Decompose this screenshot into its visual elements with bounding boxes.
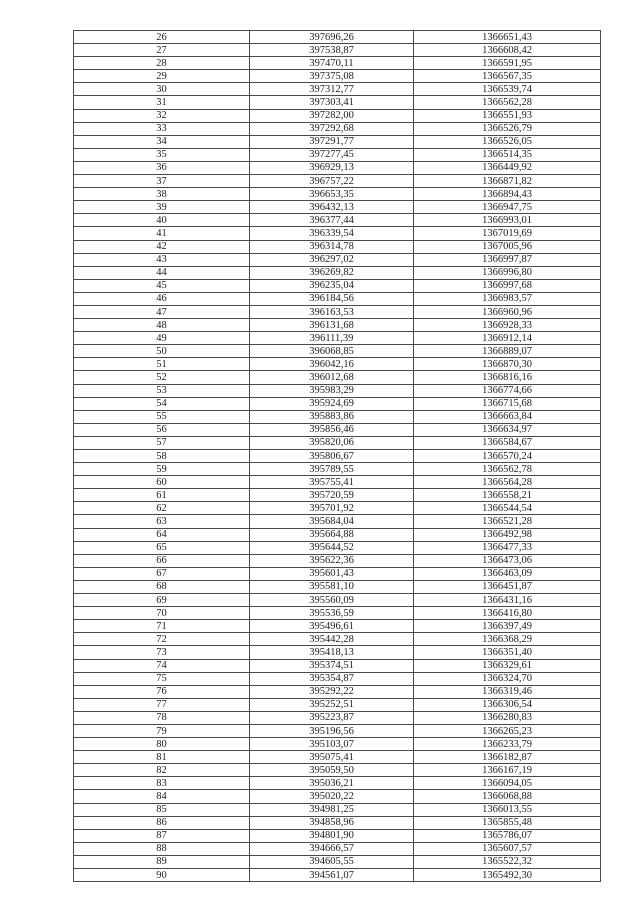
x-coordinate-cell: 397538,87 [250,44,414,57]
point-number-cell: 67 [74,567,250,580]
x-coordinate-cell: 397292,68 [250,122,414,135]
table-row [74,345,601,358]
x-coordinate-cell: 395418,13 [250,646,414,659]
x-coordinate-cell: 396297,02 [250,253,414,266]
table-row [74,502,601,515]
y-coordinate-cell: 1365855,48 [414,816,601,829]
x-coordinate-cell: 397303,41 [250,96,414,109]
y-coordinate-cell: 1366997,68 [414,279,601,292]
table-row [74,869,601,882]
point-number-cell: 31 [74,96,250,109]
table-row [74,724,601,737]
table-row [74,371,601,384]
x-coordinate-cell: 395856,46 [250,423,414,436]
table-row [74,646,601,659]
x-coordinate-cell: 394605,55 [250,855,414,868]
point-number-cell: 72 [74,633,250,646]
x-coordinate-cell: 395496,61 [250,620,414,633]
point-number-cell: 28 [74,57,250,70]
y-coordinate-cell: 1366960,96 [414,305,601,318]
point-number-cell: 90 [74,869,250,882]
y-coordinate-cell: 1366521,28 [414,515,601,528]
table-row [74,161,601,174]
table-row [74,738,601,751]
y-coordinate-cell: 1366567,35 [414,70,601,83]
x-coordinate-cell: 395601,43 [250,567,414,580]
y-coordinate-cell: 1366816,16 [414,371,601,384]
table-row [74,803,601,816]
table-row [74,397,601,410]
point-number-cell: 42 [74,240,250,253]
point-number-cell: 70 [74,607,250,620]
y-coordinate-cell: 1366463,09 [414,567,601,580]
point-number-cell: 52 [74,371,250,384]
y-coordinate-cell: 1365607,57 [414,842,601,855]
point-number-cell: 78 [74,711,250,724]
y-coordinate-cell: 1366233,79 [414,738,601,751]
y-coordinate-cell: 1366983,57 [414,292,601,305]
point-number-cell: 76 [74,685,250,698]
point-number-cell: 89 [74,855,250,868]
y-coordinate-cell: 1366663,84 [414,410,601,423]
point-number-cell: 54 [74,397,250,410]
point-number-cell: 81 [74,751,250,764]
x-coordinate-cell: 395036,21 [250,777,414,790]
y-coordinate-cell: 1366416,80 [414,607,601,620]
y-coordinate-cell: 1366544,54 [414,502,601,515]
table-row [74,227,601,240]
y-coordinate-cell: 1366564,28 [414,476,601,489]
x-coordinate-cell: 396184,56 [250,292,414,305]
point-number-cell: 85 [74,803,250,816]
point-number-cell: 57 [74,436,250,449]
point-number-cell: 80 [74,738,250,751]
x-coordinate-cell: 396757,22 [250,175,414,188]
table-row [74,57,601,70]
y-coordinate-cell: 1366993,01 [414,214,601,227]
x-coordinate-cell: 396339,54 [250,227,414,240]
x-coordinate-cell: 396432,13 [250,201,414,214]
table-row [74,751,601,764]
x-coordinate-cell: 396042,16 [250,358,414,371]
table-row [74,44,601,57]
point-number-cell: 68 [74,580,250,593]
x-coordinate-cell: 397312,77 [250,83,414,96]
point-number-cell: 37 [74,175,250,188]
point-number-cell: 58 [74,450,250,463]
x-coordinate-cell: 395223,87 [250,711,414,724]
y-coordinate-cell: 1366894,43 [414,188,601,201]
y-coordinate-cell: 1366319,46 [414,685,601,698]
x-coordinate-cell: 395442,28 [250,633,414,646]
point-number-cell: 71 [74,620,250,633]
table-row [74,410,601,423]
table-row [74,148,601,161]
y-coordinate-cell: 1366928,33 [414,319,601,332]
point-number-cell: 66 [74,554,250,567]
y-coordinate-cell: 1366608,42 [414,44,601,57]
table-row [74,292,601,305]
point-number-cell: 26 [74,31,250,44]
x-coordinate-cell: 396111,39 [250,332,414,345]
table-row [74,659,601,672]
x-coordinate-cell: 397470,11 [250,57,414,70]
table-row [74,83,601,96]
x-coordinate-cell: 396314,78 [250,240,414,253]
x-coordinate-cell: 397375,08 [250,70,414,83]
y-coordinate-cell: 1367005,96 [414,240,601,253]
x-coordinate-cell: 395883,86 [250,410,414,423]
point-number-cell: 83 [74,777,250,790]
y-coordinate-cell: 1366324,70 [414,672,601,685]
y-coordinate-cell: 1366265,23 [414,724,601,737]
x-coordinate-cell: 395983,29 [250,384,414,397]
x-coordinate-cell: 395374,51 [250,659,414,672]
table-row [74,594,601,607]
point-number-cell: 64 [74,528,250,541]
table-row [74,70,601,83]
x-coordinate-cell: 395664,88 [250,528,414,541]
table-row [74,515,601,528]
table-row [74,332,601,345]
point-number-cell: 45 [74,279,250,292]
y-coordinate-cell: 1366947,75 [414,201,601,214]
table-row [74,698,601,711]
table-row [74,711,601,724]
x-coordinate-cell: 396068,85 [250,345,414,358]
y-coordinate-cell: 1365522,32 [414,855,601,868]
table-row [74,620,601,633]
x-coordinate-cell: 395701,92 [250,502,414,515]
point-number-cell: 60 [74,476,250,489]
table-row [74,580,601,593]
table-row [74,476,601,489]
y-coordinate-cell: 1366329,61 [414,659,601,672]
table-row [74,31,601,44]
x-coordinate-cell: 396929,13 [250,161,414,174]
x-coordinate-cell: 396235,04 [250,279,414,292]
x-coordinate-cell: 395196,56 [250,724,414,737]
table-row [74,436,601,449]
table-row [74,607,601,620]
y-coordinate-cell: 1366562,28 [414,96,601,109]
x-coordinate-cell: 396377,44 [250,214,414,227]
table-row [74,358,601,371]
y-coordinate-cell: 1366551,93 [414,109,601,122]
point-number-cell: 63 [74,515,250,528]
x-coordinate-cell: 396131,68 [250,319,414,332]
y-coordinate-cell: 1366397,49 [414,620,601,633]
x-coordinate-cell: 394666,57 [250,842,414,855]
x-coordinate-cell: 394981,25 [250,803,414,816]
y-coordinate-cell: 1365786,07 [414,829,601,842]
y-coordinate-cell: 1366584,67 [414,436,601,449]
x-coordinate-cell: 395820,06 [250,436,414,449]
point-number-cell: 69 [74,594,250,607]
table-row [74,554,601,567]
y-coordinate-cell: 1366871,82 [414,175,601,188]
point-number-cell: 59 [74,463,250,476]
x-coordinate-cell: 394561,07 [250,869,414,882]
x-coordinate-cell: 395720,59 [250,489,414,502]
point-number-cell: 88 [74,842,250,855]
point-number-cell: 47 [74,305,250,318]
x-coordinate-cell: 397282,00 [250,109,414,122]
coordinates-table-body [74,31,601,882]
table-row [74,463,601,476]
x-coordinate-cell: 395924,69 [250,397,414,410]
y-coordinate-cell: 1366280,83 [414,711,601,724]
table-row [74,319,601,332]
point-number-cell: 51 [74,358,250,371]
y-coordinate-cell: 1366570,24 [414,450,601,463]
table-row [74,816,601,829]
x-coordinate-cell: 395252,51 [250,698,414,711]
y-coordinate-cell: 1366492,98 [414,528,601,541]
y-coordinate-cell: 1366451,87 [414,580,601,593]
point-number-cell: 36 [74,161,250,174]
y-coordinate-cell: 1366514,35 [414,148,601,161]
table-row [74,855,601,868]
x-coordinate-cell: 395622,36 [250,554,414,567]
x-coordinate-cell: 397696,26 [250,31,414,44]
table-row [74,842,601,855]
point-number-cell: 77 [74,698,250,711]
table-row [74,305,601,318]
y-coordinate-cell: 1366094,05 [414,777,601,790]
x-coordinate-cell: 397291,77 [250,135,414,148]
table-row [74,567,601,580]
y-coordinate-cell: 1365492,30 [414,869,601,882]
x-coordinate-cell: 396269,82 [250,266,414,279]
point-number-cell: 35 [74,148,250,161]
table-row [74,240,601,253]
y-coordinate-cell: 1366306,54 [414,698,601,711]
point-number-cell: 27 [74,44,250,57]
point-number-cell: 53 [74,384,250,397]
y-coordinate-cell: 1366558,21 [414,489,601,502]
y-coordinate-cell: 1366870,30 [414,358,601,371]
y-coordinate-cell: 1366562,78 [414,463,601,476]
y-coordinate-cell: 1366715,68 [414,397,601,410]
y-coordinate-cell: 1366997,87 [414,253,601,266]
table-row [74,541,601,554]
y-coordinate-cell: 1366774,66 [414,384,601,397]
point-number-cell: 75 [74,672,250,685]
x-coordinate-cell: 395684,04 [250,515,414,528]
y-coordinate-cell: 1366526,79 [414,122,601,135]
x-coordinate-cell: 396163,53 [250,305,414,318]
point-number-cell: 86 [74,816,250,829]
y-coordinate-cell: 1366526,05 [414,135,601,148]
x-coordinate-cell: 394858,96 [250,816,414,829]
x-coordinate-cell: 395020,22 [250,790,414,803]
point-number-cell: 46 [74,292,250,305]
y-coordinate-cell: 1367019,69 [414,227,601,240]
y-coordinate-cell: 1366068,88 [414,790,601,803]
table-row [74,384,601,397]
point-number-cell: 84 [74,790,250,803]
point-number-cell: 56 [74,423,250,436]
point-number-cell: 73 [74,646,250,659]
point-number-cell: 62 [74,502,250,515]
point-number-cell: 30 [74,83,250,96]
table-row [74,685,601,698]
point-number-cell: 61 [74,489,250,502]
point-number-cell: 41 [74,227,250,240]
y-coordinate-cell: 1366651,43 [414,31,601,44]
coordinates-table [73,30,601,882]
table-row [74,96,601,109]
point-number-cell: 49 [74,332,250,345]
x-coordinate-cell: 396653,35 [250,188,414,201]
y-coordinate-cell: 1366634,97 [414,423,601,436]
y-coordinate-cell: 1366591,95 [414,57,601,70]
point-number-cell: 48 [74,319,250,332]
point-number-cell: 82 [74,764,250,777]
x-coordinate-cell: 395581,10 [250,580,414,593]
x-coordinate-cell: 395789,55 [250,463,414,476]
y-coordinate-cell: 1366351,40 [414,646,601,659]
table-row [74,109,601,122]
table-row [74,214,601,227]
point-number-cell: 40 [74,214,250,227]
y-coordinate-cell: 1366182,87 [414,751,601,764]
point-number-cell: 87 [74,829,250,842]
y-coordinate-cell: 1366449,92 [414,161,601,174]
x-coordinate-cell: 396012,68 [250,371,414,384]
table-row [74,423,601,436]
point-number-cell: 43 [74,253,250,266]
x-coordinate-cell: 397277,45 [250,148,414,161]
table-row [74,188,601,201]
x-coordinate-cell: 395075,41 [250,751,414,764]
point-number-cell: 79 [74,724,250,737]
table-row [74,201,601,214]
point-number-cell: 65 [74,541,250,554]
x-coordinate-cell: 395560,09 [250,594,414,607]
x-coordinate-cell: 395292,22 [250,685,414,698]
table-row [74,790,601,803]
table-row [74,764,601,777]
x-coordinate-cell: 395806,67 [250,450,414,463]
x-coordinate-cell: 395103,07 [250,738,414,751]
y-coordinate-cell: 1366539,74 [414,83,601,96]
y-coordinate-cell: 1366889,07 [414,345,601,358]
x-coordinate-cell: 395059,50 [250,764,414,777]
y-coordinate-cell: 1366912,14 [414,332,601,345]
table-row [74,279,601,292]
table-row [74,528,601,541]
y-coordinate-cell: 1366431,16 [414,594,601,607]
y-coordinate-cell: 1366167,19 [414,764,601,777]
point-number-cell: 55 [74,410,250,423]
table-row [74,450,601,463]
point-number-cell: 38 [74,188,250,201]
point-number-cell: 29 [74,70,250,83]
y-coordinate-cell: 1366996,80 [414,266,601,279]
table-row [74,175,601,188]
table-row [74,829,601,842]
table-row [74,489,601,502]
point-number-cell: 39 [74,201,250,214]
x-coordinate-cell: 395536,59 [250,607,414,620]
table-row [74,135,601,148]
y-coordinate-cell: 1366368,29 [414,633,601,646]
point-number-cell: 50 [74,345,250,358]
point-number-cell: 74 [74,659,250,672]
x-coordinate-cell: 395644,52 [250,541,414,554]
y-coordinate-cell: 1366013,55 [414,803,601,816]
table-row [74,633,601,646]
table-row [74,122,601,135]
y-coordinate-cell: 1366473,06 [414,554,601,567]
table-row [74,672,601,685]
x-coordinate-cell: 394801,90 [250,829,414,842]
x-coordinate-cell: 395755,41 [250,476,414,489]
point-number-cell: 34 [74,135,250,148]
x-coordinate-cell: 395354,87 [250,672,414,685]
point-number-cell: 44 [74,266,250,279]
y-coordinate-cell: 1366477,33 [414,541,601,554]
table-row [74,253,601,266]
point-number-cell: 32 [74,109,250,122]
table-row [74,266,601,279]
point-number-cell: 33 [74,122,250,135]
table-row [74,777,601,790]
